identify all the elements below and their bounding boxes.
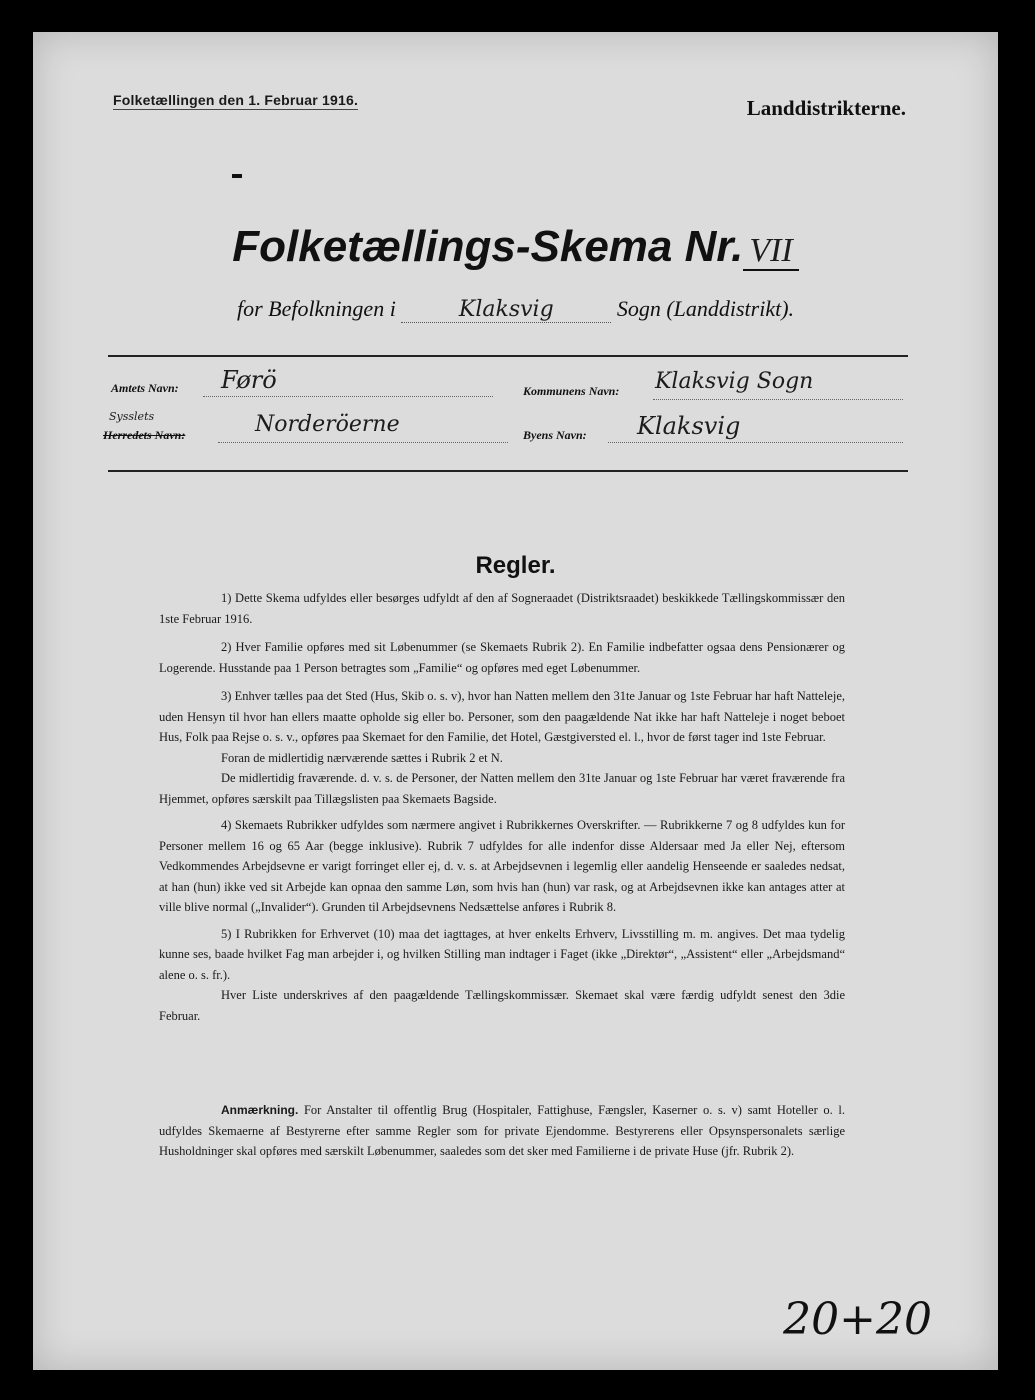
parish-name-handwritten: Klaksvig	[401, 297, 611, 323]
subtitle-prefix: for Befolkningen i	[236, 296, 396, 321]
rule-2: 2) Hver Familie opføres med sit Løbenummer (se Skemaets Rubrik 2). En Familie indbefatter ogsaa dens Pensionærer og Logerende. Husstande paa 1 Person betragtes som „Familie“ og opføres med eget Løbenummer.	[159, 640, 845, 675]
herred-label: Herredets Navn:	[103, 428, 186, 442]
amt-value-handwritten: Førö	[221, 366, 277, 394]
subtitle-suffix: Sogn (Landdistrikt).	[616, 296, 795, 321]
remark-section	[159, 1100, 845, 1162]
form-title	[33, 222, 998, 272]
form-title-text: Folketællings-Skema Nr.	[232, 222, 744, 271]
ink-mark	[232, 174, 242, 178]
herred-value-handwritten: Norderöerne	[255, 412, 400, 437]
census-date-header: Folketællingen den 1. Februar 1916.	[113, 92, 359, 108]
rule-1: 1) Dette Skema udfyldes eller besørges udfyldt af den af Sogneraadet (Distriktsraadet) beskikkede Tællingskommissær den 1ste Februar 1916.	[159, 591, 845, 626]
form-subtitle	[33, 296, 998, 323]
rule-4: 4) Skemaets Rubrikker udfyldes som nærmere angivet i Rubrikkernes Overskrifter. — Rubrikkerne 7 og 8 udfyldes kun for Personer mellem 16 og 65 Aar (begge inklusive). Rubrik 7 udfyldes for alle indenfor disse Aldersaar med Ja eller Nej, eftersom Vedkommendes Arbejdsevne er varigt forringet eller ej, d. v. s. at Arbejdsevnen i legemlig eller aandelig Henseende er saaledes nedsat, at han (hun) ikke ved sit Arbejde kan opnaa den samme Løn, som hvis han (hun) var rask, og at Arbejdsevnen ikke kan antages atter at ville blive normal („Invalider“). Grunden til Arbejdsevnens Nedsættelse anføres i Rubrik 8.	[159, 818, 845, 914]
rule-signature: Hver Liste underskrives af den paagældende Tællingskommissær. Skemaet skal være færdig udfyldt senest den 3die Februar.	[159, 988, 845, 1023]
kommune-label: Kommunens Navn:	[523, 384, 620, 398]
amt-line	[203, 396, 493, 397]
remark-text: For Anstalter til offentlig Brug (Hospitaler, Fattighuse, Fængsler, Kaserner o. s. v) samt Hoteller o. l. udfyldes Skemaerne af Bestyrerne efter samme Regler som for private Ejendomme. Bestyrerens eller Opsynspersonalets særlige Husholdninger skal opføres med særskilt Løbenummer, saaledes som det sker med Familierne i de private Huse (jfr. Rubrik 2).	[159, 1103, 845, 1158]
form-number: VII	[743, 232, 798, 271]
amt-label: Amtets Navn:	[111, 381, 179, 395]
kommune-value-handwritten: Klaksvig Sogn	[655, 369, 814, 394]
rule-3-note-present: Foran de midlertidig nærværende sættes i Rubrik 2 et N.	[221, 750, 503, 765]
district-type-header: Landdistrikterne.	[746, 96, 906, 120]
rule-5: 5) I Rubrikken for Erhvervet (10) maa det iagttages, at hver enkelts Erhverv, Livsstilling m. m. angives. Det maa tydelig kunne ses, baade hvilket Fag man arbejder i, og hvilken Stilling man indtager i Faget (ikke „Direktør“, „Assistent“ eller „Arbejdsmand“ alene o. s. fr.).	[159, 926, 845, 982]
kommune-line	[653, 399, 903, 400]
divider-bottom	[108, 470, 908, 472]
page-number-handwritten: 20+20	[783, 1294, 932, 1345]
remark-label: Anmærkning.	[221, 1103, 299, 1117]
rule-3: 3) Enhver tælles paa det Sted (Hus, Skib o. s. v), hvor han Natten mellem den 31te Januar og 1ste Februar har haft Natteleje, uden Hensyn til hvor han ellers maatte opholde sig eller bo. Personer, som den paagældende Nat ikke har haft Natteleje i noget beboet Hus, Folk paa Rejse o. s. v., opføres paa Skemaet for den Familie, det Hotel, Gæstgiversted el. l., hvor de først tager ind 1ste Februar.	[159, 689, 845, 744]
rule-3-note-absent: De midlertidig fraværende. d. v. s. de Personer, der Natten mellem den 31te Januar og 1ste Februar har været fraværende fra Hjemmet, opføres særskilt paa Tillægslisten paa Skemaets Bagside.	[159, 771, 845, 806]
census-form-page	[33, 32, 998, 1370]
by-line	[608, 442, 903, 443]
by-label: Byens Navn:	[523, 428, 587, 442]
herred-correction-handwritten: Sysslets	[109, 410, 155, 423]
rules-heading: Regler.	[475, 552, 556, 579]
herred-line	[218, 442, 508, 443]
rules-body	[159, 588, 845, 1026]
by-value-handwritten: Klaksvig	[637, 412, 741, 440]
divider-top	[108, 355, 908, 357]
